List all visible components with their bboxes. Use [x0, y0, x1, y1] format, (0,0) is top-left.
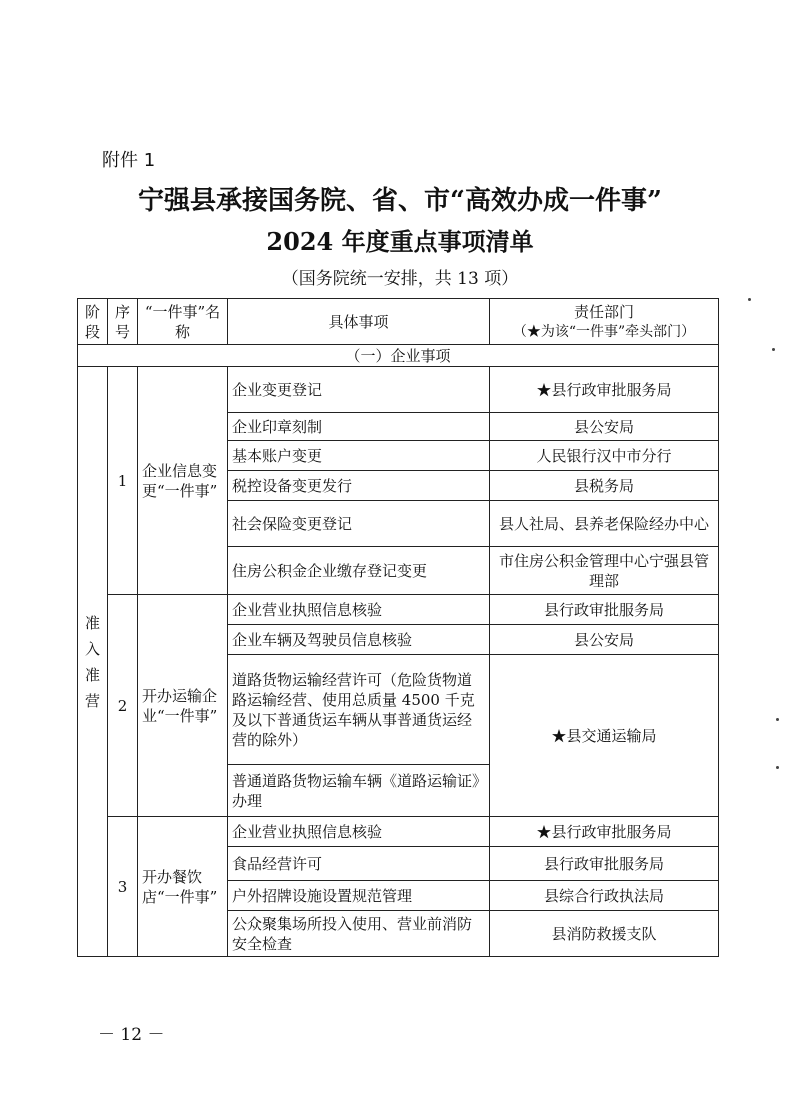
header-no: 序号 [108, 299, 138, 345]
item-cell: 普通道路货物运输车辆《道路运输证》办理 [228, 765, 490, 817]
scan-speck [772, 348, 775, 351]
dept-cell: 县公安局 [490, 625, 719, 655]
scan-speck [776, 766, 779, 769]
dept-cell: 县人社局、县养老保险经办中心 [490, 501, 719, 547]
group-number: 1 [108, 367, 138, 595]
table-row [78, 817, 719, 847]
dept-cell: ★县行政审批服务局 [490, 817, 719, 847]
group-number: 2 [108, 595, 138, 817]
header-stage: 阶段 [78, 299, 108, 345]
item-cell: 企业印章刻制 [228, 413, 490, 441]
header-name: “一件事”名称 [138, 299, 228, 345]
dept-cell: 市住房公积金管理中心宁强县管理部 [490, 547, 719, 595]
group-number: 3 [108, 817, 138, 957]
section-title: （一）企业事项 [78, 345, 719, 367]
scan-speck [776, 718, 779, 721]
item-cell: 公众聚集场所投入使用、营业前消防安全检查 [228, 911, 490, 957]
table-header-row [78, 299, 719, 345]
item-cell: 企业变更登记 [228, 367, 490, 413]
item-cell: 企业营业执照信息核验 [228, 817, 490, 847]
table-row [78, 595, 719, 625]
item-cell: 户外招牌设施设置规范管理 [228, 881, 490, 911]
group-name: 企业信息变更“一件事” [138, 367, 228, 595]
items-table [77, 298, 719, 957]
item-cell: 道路货物运输经营许可（危险货物道路运输经营、使用总质量 4500 千克及以下普通货运车辆从事普通货运经营的除外） [228, 655, 490, 765]
item-cell: 食品经营许可 [228, 847, 490, 881]
section-row [78, 345, 719, 367]
scan-speck [748, 298, 751, 301]
group-name: 开办运输企业“一件事” [138, 595, 228, 817]
item-cell: 企业营业执照信息核验 [228, 595, 490, 625]
dept-cell: 县公安局 [490, 413, 719, 441]
document-title-line1: 宁强县承接国务院、省、市“高效办成一件事” [138, 186, 662, 216]
header-dept: 责任部门 （★为该“一件事”牵头部门） [490, 299, 719, 345]
dept-cell: ★县交通运输局 [490, 655, 719, 817]
dept-cell: 县行政审批服务局 [490, 595, 719, 625]
attachment-label: 附件 1 [102, 150, 156, 171]
document-title-line2: 2024 年度重点事项清单 [266, 227, 534, 256]
dept-cell: 县税务局 [490, 471, 719, 501]
table-row [78, 367, 719, 413]
header-item: 具体事项 [228, 299, 490, 345]
item-cell: 税控设备变更发行 [228, 471, 490, 501]
dept-cell: 人民银行汉中市分行 [490, 441, 719, 471]
dept-cell: 县消防救援支队 [490, 911, 719, 957]
dept-cell: ★县行政审批服务局 [490, 367, 719, 413]
stage-cell: 准入准营 [78, 367, 108, 957]
dept-cell: 县综合行政执法局 [490, 881, 719, 911]
document-subtitle: （国务院统一安排，共 13 项） [281, 269, 519, 289]
item-cell: 基本账户变更 [228, 441, 490, 471]
item-cell: 企业车辆及驾驶员信息核验 [228, 625, 490, 655]
page-number: － 12 － [98, 1025, 165, 1045]
item-cell: 住房公积金企业缴存登记变更 [228, 547, 490, 595]
item-cell: 社会保险变更登记 [228, 501, 490, 547]
group-name: 开办餐饮店“一件事” [138, 817, 228, 957]
dept-cell: 县行政审批服务局 [490, 847, 719, 881]
